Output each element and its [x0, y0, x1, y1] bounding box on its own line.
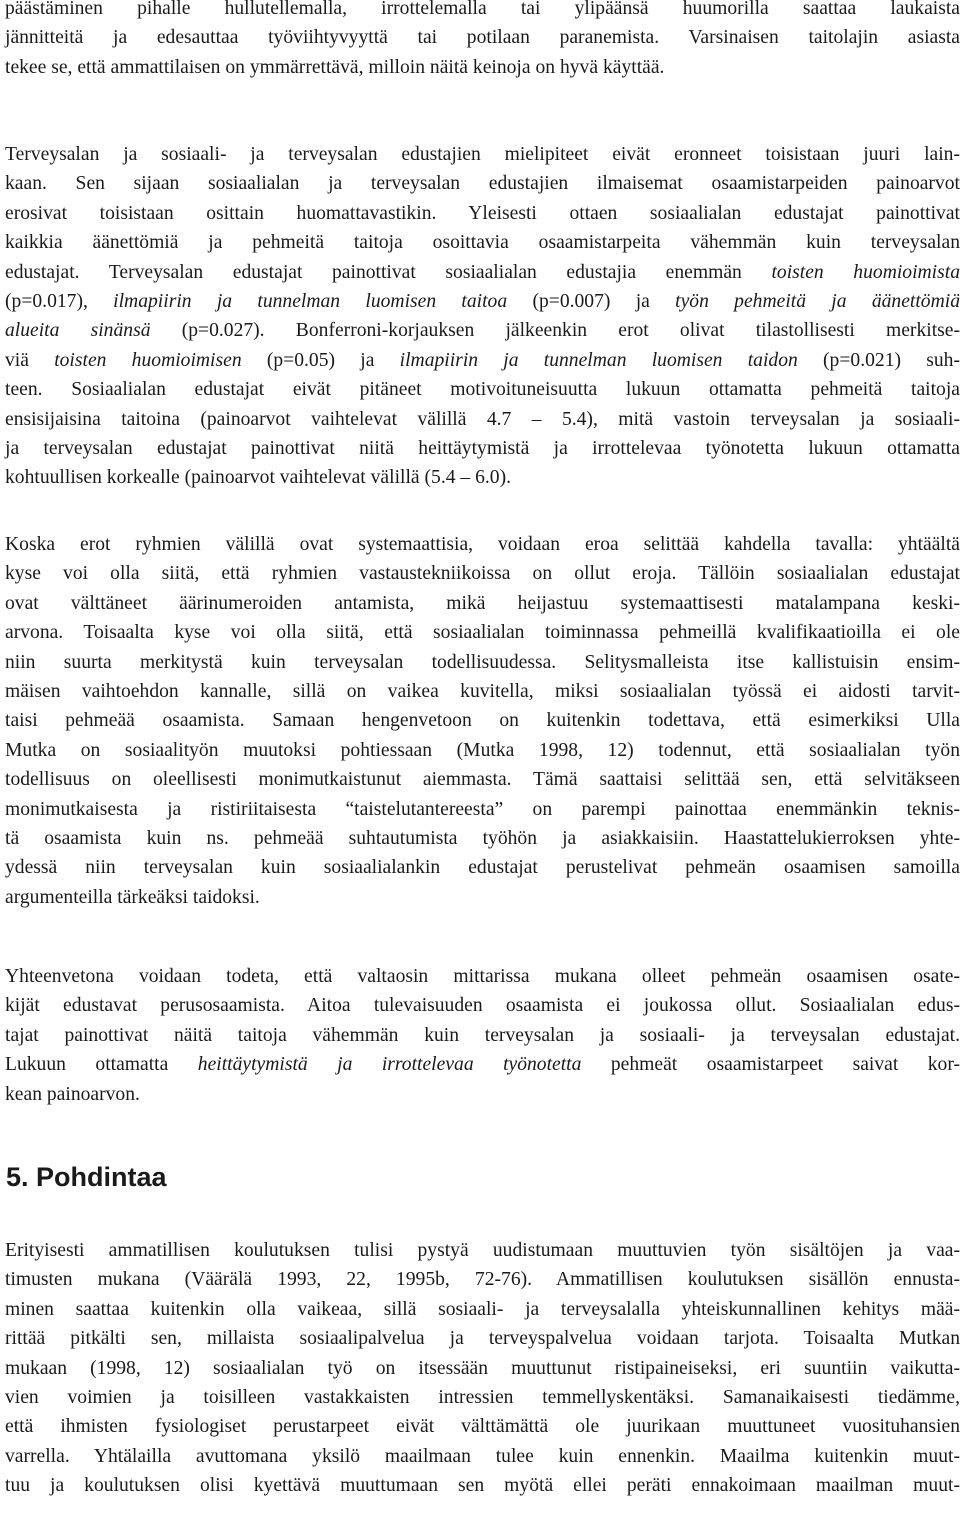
- text-line: ja terveysalan edustajat painottivat niitä heittäytymistä ja irrottelevaa työnotetta lukuun ottamatta: [5, 438, 960, 460]
- text-line: Yhteenvetona voidaan todeta, että valtaosin mittarissa mukana olleet pehmeän osaamisen osate-: [5, 966, 960, 987]
- text-line: että ihmisten fysiologiset perustarpeet eivät välttämättä ole juurikaan muuttuneet vuosituhansien: [5, 1416, 960, 1438]
- text-line: varrella. Yhtälailla avuttomana yksilö maailmaan tulee kuin ennenkin. Maailma kuitenkin muut-: [5, 1445, 960, 1467]
- text-line: kaan. Sen sijaan sosiaalialan ja terveysalan edustajien ilmaisemat osaamistarpeiden painoarvot: [5, 173, 960, 195]
- text-line: monimutkaisesta ja ristiriitaisesta “taistelutantereesta” on parempi painottaa enemmänkin teknis-: [5, 798, 960, 820]
- text-run: (p=0.017),: [5, 291, 114, 313]
- text-line: [5, 258, 960, 287]
- text-line: kean painoarvon.: [5, 1083, 140, 1105]
- text-line: Erityisesti ammatillisen koulutuksen tulisi pystyä uudistumaan muuttuvien työn sisältöjen ja vaa-: [5, 1240, 960, 1261]
- text-line: kaikkia äänettömiä ja pehmeitä taitoja osoittavia osaamistarpeita vähemmän kuin terveysalan: [5, 232, 960, 254]
- text-run: viä: [5, 349, 55, 371]
- italic-term: heittäytymistä ja irrottelevaa työnotetta: [197, 1054, 582, 1076]
- paragraph-comparison: [5, 140, 960, 493]
- text-line: ydessä niin terveysalan kuin sosiaalialankin edustajat perustelivat pehmeän osaamisen samoilla: [5, 857, 960, 879]
- paragraph-discussion: [5, 1236, 960, 1501]
- text-line: argumenteilla tärkeäksi taidoksi.: [5, 886, 260, 908]
- text-run: (p=0.021) suh-: [797, 349, 960, 371]
- text-line: tuu ja koulutuksen olisi kyettävä muuttumaan sen myötä ellei peräti ennakoimaan maailman muut-: [5, 1475, 960, 1497]
- text-line: tä osaamista kuin ns. pehmeää suhtautumista työhön ja asiakkaisiin. Haastattelukierroksen yhte-: [5, 828, 960, 850]
- text-line: kohtuullisen korkealle (painoarvot vaihtelevat välillä (5.4 – 6.0).: [5, 467, 512, 489]
- text-line: mäisen vaihtoehdon kannalle, sillä on vaikea kuvitella, miksi sosiaalialan työssä ei aidosti tarvit-: [5, 681, 960, 703]
- text-line: kijät edustavat perusosaamista. Aitoa tulevaisuuden osaamista ei joukossa ollut. Sosiaalialan edus-: [5, 995, 960, 1017]
- text-line: [5, 316, 960, 345]
- text-line: teen. Sosiaalialan edustajat eivät pitäneet motivoituneisuutta lukuun ottamatta pehmeitä taitoja: [5, 379, 960, 401]
- text-line: tajat painottivat näitä taitoja vähemmän kuin terveysalan ja sosiaali- ja terveysalan edustajat.: [5, 1024, 960, 1046]
- text-line: tekee se, että ammattilaisen on ymmärrettävä, milloin näitä keinoja on hyvä käyttää.: [5, 56, 665, 78]
- text-run: (p=0.007) ja: [507, 291, 676, 313]
- italic-term: ilmapiirin ja tunnelman luomisen taitoa: [113, 291, 508, 313]
- text-line: Koska erot ryhmien välillä ovat systemaattisia, voidaan eroa selittää kahdella tavalla: yhtäältä: [5, 534, 960, 555]
- paragraph-humor: [5, 0, 960, 82]
- text-line: ensisijaisina taitoina (painoarvot vaihtelevat välillä 4.7 – 5.4), mitä vastoin terveysalan ja sosiaali-: [5, 408, 960, 430]
- text-line: rittää pitkälti sen, millaista sosiaalipalvelua ja terveyspalvelua voidaan tarjota. Toisaalta Mutkan: [5, 1328, 960, 1350]
- text-line: ovat välttäneet äärinumeroiden antamista, mikä heijastuu systemaattisesti matalampana keski-: [5, 592, 960, 614]
- text-line: minen saattaa kuitenkin olla vaikeaa, sillä sosiaali- ja terveysalalla yhteiskunnallinen kehitys mää-: [5, 1298, 960, 1320]
- text-run: Lukuun ottamatta: [5, 1054, 198, 1076]
- text-line: jännitteitä ja edesauttaa työviihtyvyyttä tai potilaan paranemista. Varsinaisen taitolajin asiasta: [5, 27, 960, 49]
- text-run: (p=0.027). Bonferroni-korjauksen jälkeenkin erot olivat tilastollisesti merkitse-: [150, 320, 960, 342]
- text-line: päästäminen pihalle hullutellemalla, irrottelemalla tai ylipäänsä huumorilla saattaa laukaista: [5, 0, 960, 19]
- text-line: mukaan (1998, 12) sosiaalialan työ on itsessään muuttunut ristipaineiseksi, eri suuntiin vaikutta-: [5, 1357, 960, 1379]
- text-line: kyse voi olla siitä, että ryhmien vastaustekniikoissa on ollut eroja. Tällöin sosiaalialan edustajat: [5, 563, 960, 585]
- text-line: Terveysalan ja sosiaali- ja terveysalan edustajien mielipiteet eivät eronneet toisistaan juuri lain-: [5, 144, 960, 165]
- text-line: vien voimien ja toisilleen vastakkaisten intressien temmellyskentäksi. Samanaikaisesti tiedämme,: [5, 1387, 960, 1409]
- italic-term: työn pehmeitä ja äänettömiä: [675, 291, 960, 313]
- paragraph-explanation: [5, 530, 960, 912]
- text-line: arvona. Toisaalta kyse voi olla siitä, että sosiaalialan toiminnassa pehmeillä kvalifikaatioilla ei ole: [5, 622, 960, 644]
- text-line: [5, 287, 960, 316]
- text-line: timusten mukana (Väärälä 1993, 22, 1995b, 72-76). Ammatillisen koulutuksen sisällön ennusta-: [5, 1269, 960, 1291]
- italic-term: ilmapiirin ja tunnelman luomisen taidon: [399, 349, 798, 371]
- text-run: pehmeät osaamistarpeet saivat kor-: [581, 1054, 960, 1076]
- paragraph-summary: [5, 962, 960, 1109]
- text-line: Mutka on sosiaalityön muutoksi pohtiessaan (Mutka 1998, 12) todennut, että sosiaalialan työn: [5, 739, 960, 761]
- text-line: [5, 346, 960, 375]
- text-line: [5, 1050, 960, 1079]
- text-run: edustajat. Terveysalan edustajat painottivat sosiaalialan edustajia enemmän: [5, 261, 772, 283]
- italic-term: alueita sinänsä: [5, 320, 151, 342]
- text-line: niin suurta merkitystä kuin terveysalan todellisuudessa. Selitysmalleista itse kallistuisin ensim-: [5, 651, 960, 673]
- text-line: erosivat toisistaan osittain huomattavastikin. Yleisesti ottaen sosiaalialan edustajat painottivat: [5, 202, 960, 224]
- text-line: taisi pehmeää osaamista. Samaan hengenvetoon on kuitenkin todettava, että esimerkiksi Ulla: [5, 710, 960, 732]
- italic-term: toisten huomioimista: [771, 261, 960, 283]
- text-run: (p=0.05) ja: [241, 349, 400, 371]
- section-heading: 5. Pohdintaa: [6, 1162, 167, 1192]
- text-line: todellisuus on oleellisesti monimutkaistunut aiemmasta. Tämä saattaisi selittää sen, että selvitäkseen: [5, 769, 960, 791]
- italic-term: toisten huomioimisen: [54, 349, 242, 371]
